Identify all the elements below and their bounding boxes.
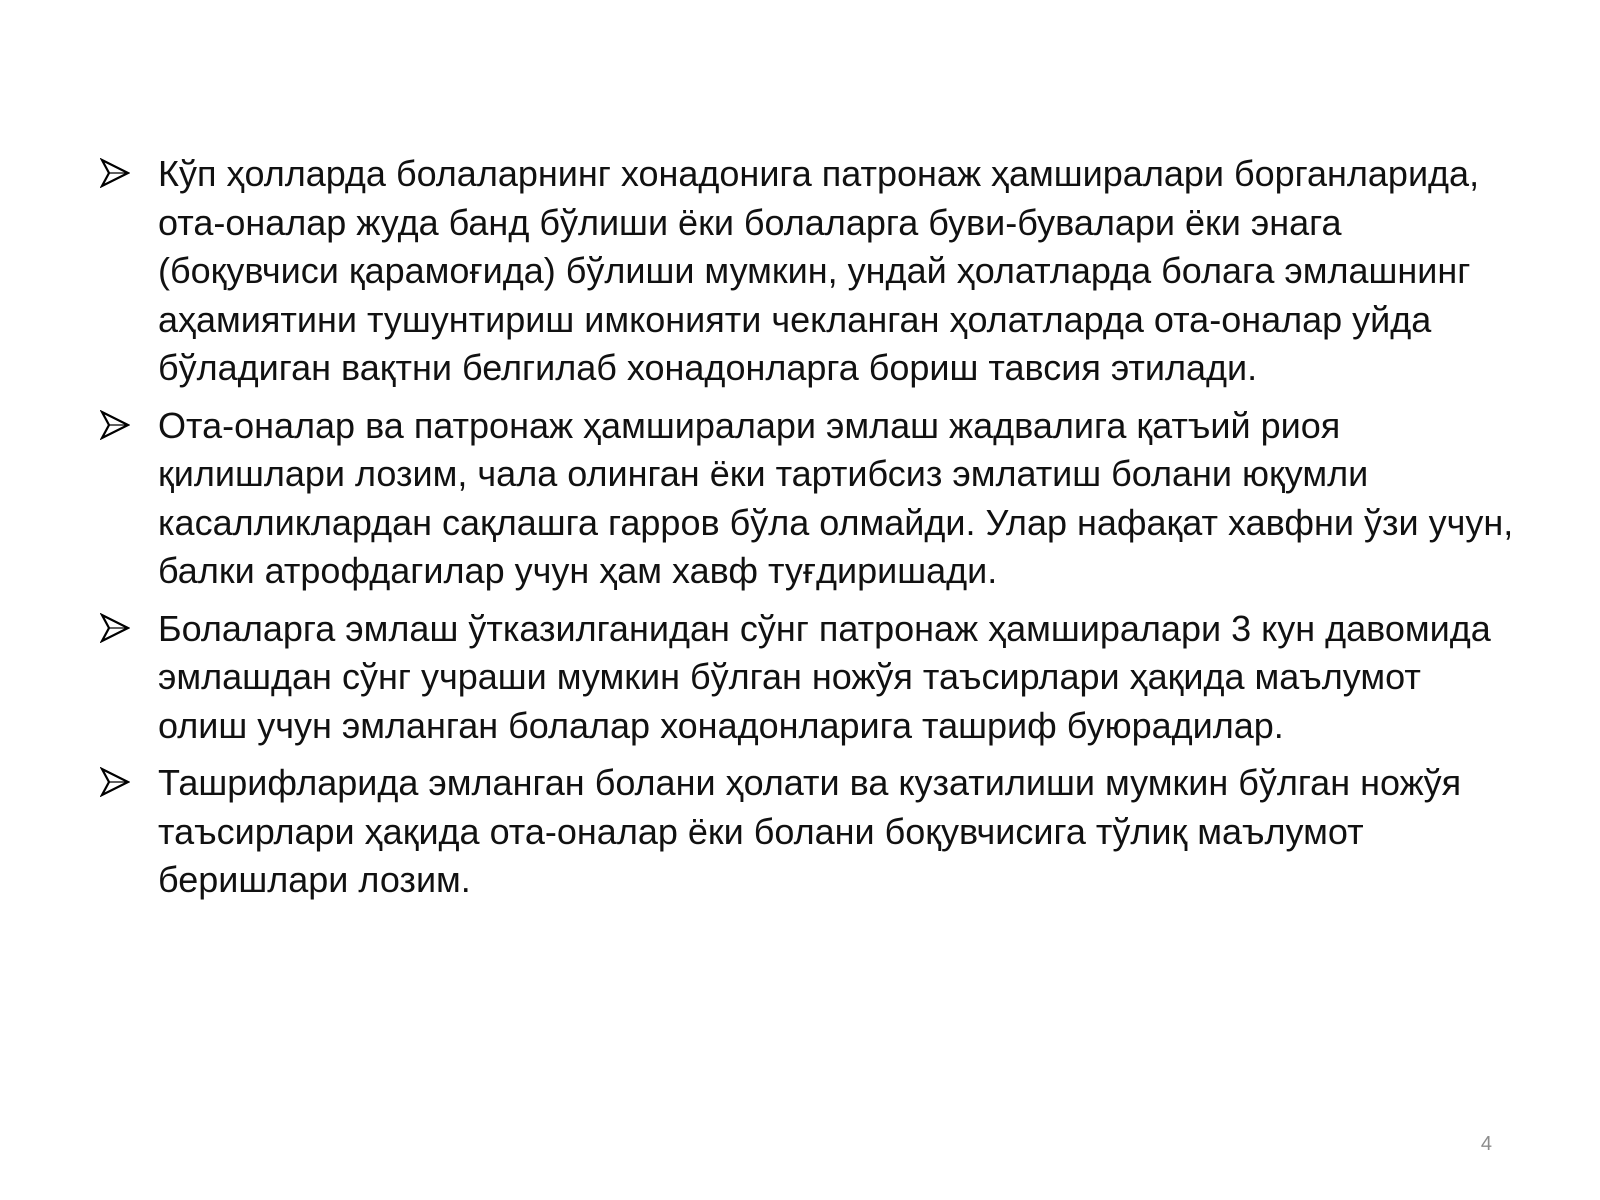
bullet-item [100, 150, 1520, 393]
arrowhead-bullet-icon [100, 613, 130, 643]
bullet-item [100, 605, 1520, 751]
arrowhead-bullet-icon [100, 410, 130, 440]
bullet-item [100, 402, 1520, 596]
arrowhead-bullet-icon [100, 767, 130, 797]
arrowhead-bullet-icon [100, 158, 130, 188]
bullet-text: Кўп ҳолларда болаларнинг хонадонига патронаж ҳамширалари борганларида, ота-оналар жуда банд бўлиши ёки болаларга буви-бувалари ёки энага (боқувчиси қарамоғида) бўлиши мумкин, ундай ҳолатларда болага эмлашнинг аҳамиятини тушунтириш имконияти чекланган ҳолатларда ота-оналар уйда бўладиган вақтни белгилаб хонадонларга бориш тавсия этилади. [158, 153, 1480, 388]
bullet-item [100, 759, 1520, 905]
bullet-text: Ташрифларида эмланган болани ҳолати ва кузатилиши мумкин бўлган ножўя таъсирлари ҳақида ота-оналар ёки болани боқувчисига тўлиқ маълумот беришлари лозим. [158, 762, 1462, 900]
bullet-list [100, 150, 1520, 914]
page-number: 4 [1480, 1133, 1492, 1155]
bullet-text: Болаларга эмлаш ўтказилганидан сўнг патронаж ҳамширалари 3 кун давомида эмлашдан сўнг учраши мумкин бўлган ножўя таъсирлари ҳақида маълумот олиш учун эмланган болалар хонадонларига ташриф буюрадилар. [158, 607, 1491, 746]
bullet-text: Ота-оналар ва патронаж ҳамширалари эмлаш жадвалига қатъий риоя қилишлари лозим, чала олинган ёки тартибсиз эмлатиш болани юқумли касалликлардан сақлашга гарров бўла олмайди. Улар нафақат хавфни ўзи учун, балки атрофдагилар учун ҳам хавф туғдиришади. [158, 404, 1514, 591]
